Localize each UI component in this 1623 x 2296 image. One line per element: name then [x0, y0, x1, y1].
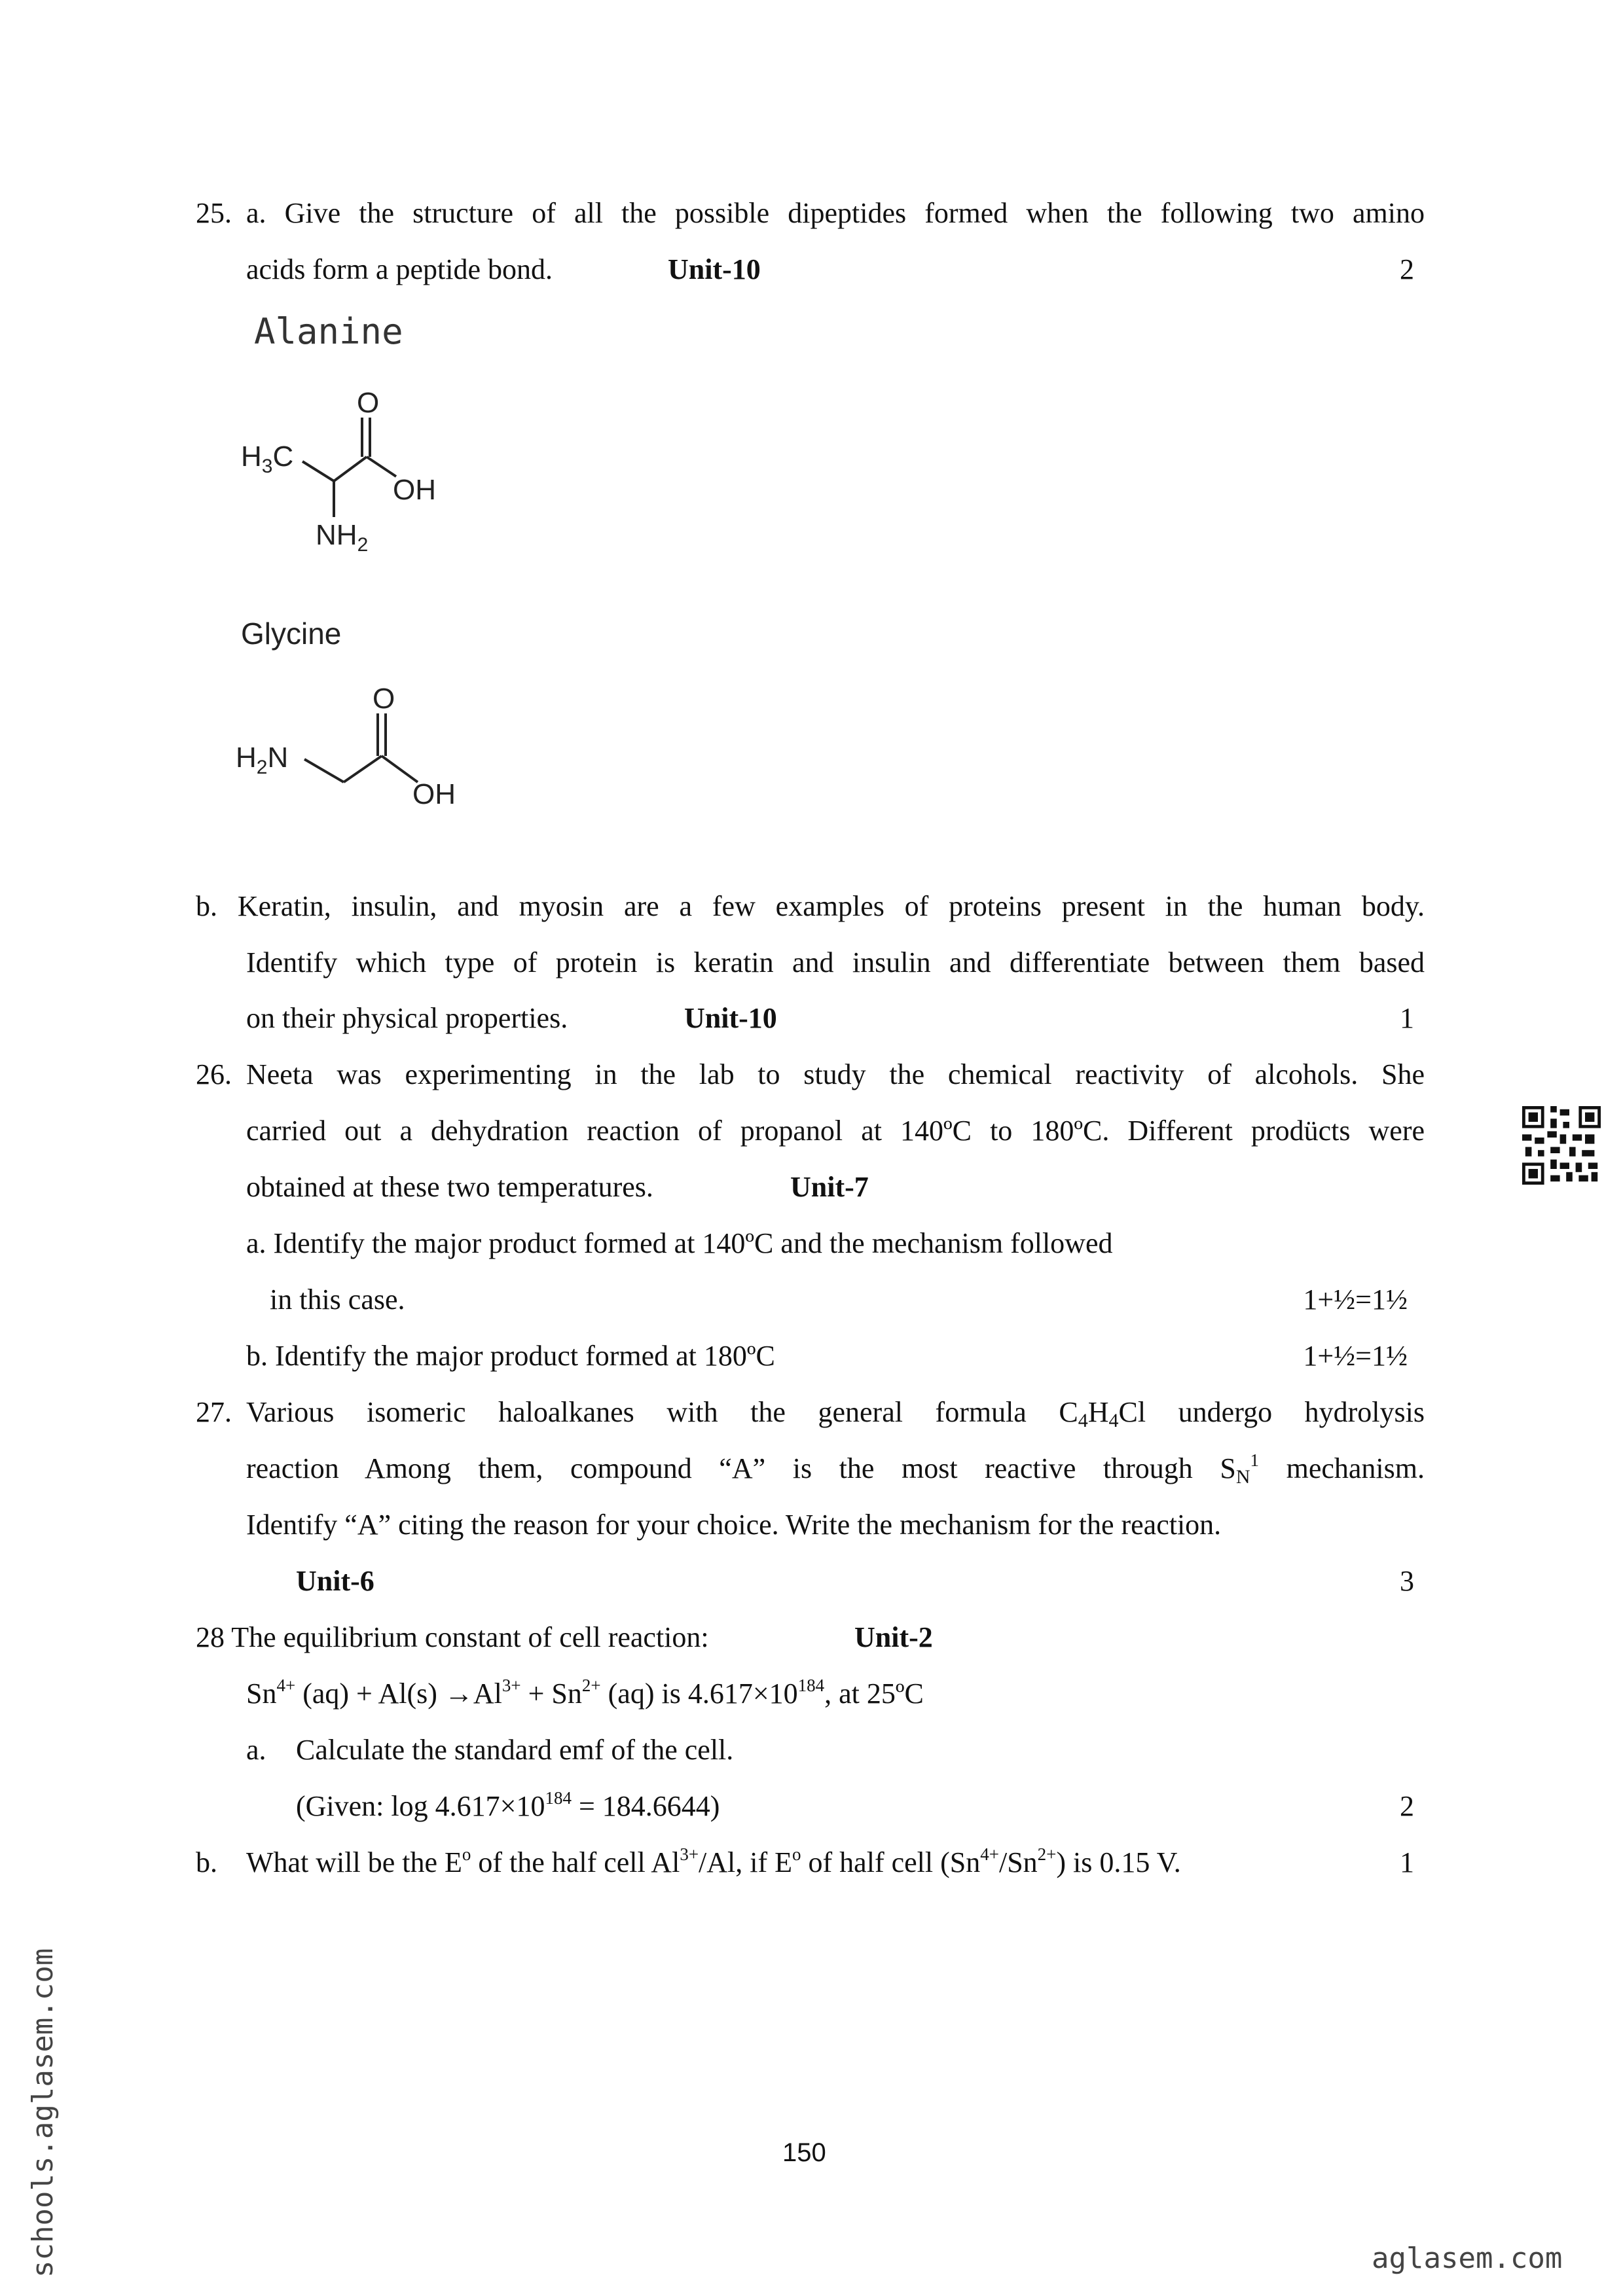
q26-line2: carried out a dehydration reaction of propanol at 140ºC to 180ºC. Different prodücts were [246, 1115, 1425, 1147]
q25b-unit: Unit-10 [684, 1002, 777, 1034]
q25a-line1: a. Give the structure of all the possible dipeptides formed when the following two amino [246, 197, 1425, 229]
q25b-marks: 1 [1400, 1002, 1414, 1034]
glycine-structure [232, 674, 507, 818]
bottom-watermark: aglasem.com [1372, 2242, 1563, 2275]
q27-line1: Various isomeric haloalkanes with the general formula $C_4H_4Cl$ undergo hydrolysis [246, 1396, 1425, 1431]
q27-line3: Identify “A” citing the reason for your choice. Write the mechanism for the reaction. [246, 1509, 1222, 1541]
alanine-h3c: $H_3C$ [241, 440, 294, 477]
q26a-line2: in this case. [270, 1283, 405, 1316]
q26-unit: Unit-7 [790, 1171, 869, 1203]
alanine-o: O [357, 387, 380, 419]
alanine-label: Alanine [254, 311, 403, 352]
q25b-line3: on their physical properties. [246, 1002, 568, 1034]
q25a-unit: Unit-10 [668, 253, 761, 285]
glycine-label: Glycine [241, 617, 342, 651]
q25-number: 25. [196, 197, 232, 229]
q28a-given: (Given: $\log 4.617\times 10^{184} = 184.6644$) [296, 1788, 720, 1822]
alanine-nh2: $NH_2$ [316, 519, 369, 556]
q28a-label: a. [246, 1734, 266, 1766]
side-watermark: schools.aglasem.com [26, 1948, 60, 2278]
page-number: 150 [782, 2138, 826, 2167]
q25b-line2: Identify which type of protein is keratin and insulin and differentiate between them based [246, 946, 1425, 978]
q28-line1: 28 The equilibrium constant of cell reaction: [196, 1621, 709, 1653]
alanine-structure [236, 380, 498, 563]
q28b-label: b. [196, 1846, 217, 1878]
q27-line2: reaction Among them, compound “A” is the most reactive through $S_N^1$ mechanism. [246, 1450, 1425, 1488]
alanine-oh: OH [393, 474, 436, 506]
q25a-marks: 2 [1400, 253, 1414, 285]
q26b-marks: 1+½=1½ [1303, 1340, 1408, 1372]
q28b-text: What will be the $E^o$ of the half cell $Al^{3+}/Al$, if $E^o$ of half cell $(Sn^{4+}/Sn^{2+})$ is 0.15 V. [246, 1844, 1181, 1878]
glycine-oh: OH [412, 778, 456, 810]
q28a-marks: 2 [1400, 1790, 1414, 1822]
q26a-line1: a. Identify the major product formed at 140ºC and the mechanism followed [246, 1227, 1113, 1259]
q25b-line1: b. Keratin, insulin, and myosin are a few examples of proteins present in the human body. [196, 890, 1425, 922]
q25a-line2: acids form a peptide bond. [246, 253, 553, 285]
qr-code [1522, 1106, 1601, 1185]
q27-marks: 3 [1400, 1565, 1414, 1597]
glycine-h2n: $H_2N$ [236, 742, 289, 778]
q27-number: 27. [196, 1396, 232, 1428]
q28-equation: $Sn^{4+}$ $(aq) + Al(s) \to Al^{3+} + Sn^{2+}$ (aq) is $4.617\times 10^{184}$, at 25ºC [246, 1676, 924, 1710]
glycine-o: O [373, 683, 395, 715]
q26-line1: Neeta was experimenting in the lab to study the chemical reactivity of alcohols. She [246, 1058, 1425, 1090]
q26b-line: b. Identify the major product formed at 180ºC [246, 1340, 775, 1372]
q28a-text: Calculate the standard emf of the cell. [296, 1734, 734, 1766]
q26a-marks: 1+½=1½ [1303, 1283, 1408, 1316]
q26-line3: obtained at these two temperatures. [246, 1171, 653, 1203]
q26-number: 26. [196, 1058, 232, 1090]
q27-unit: Unit-6 [296, 1565, 374, 1597]
q28b-marks: 1 [1400, 1846, 1414, 1878]
q28-unit: Unit-2 [854, 1621, 933, 1653]
